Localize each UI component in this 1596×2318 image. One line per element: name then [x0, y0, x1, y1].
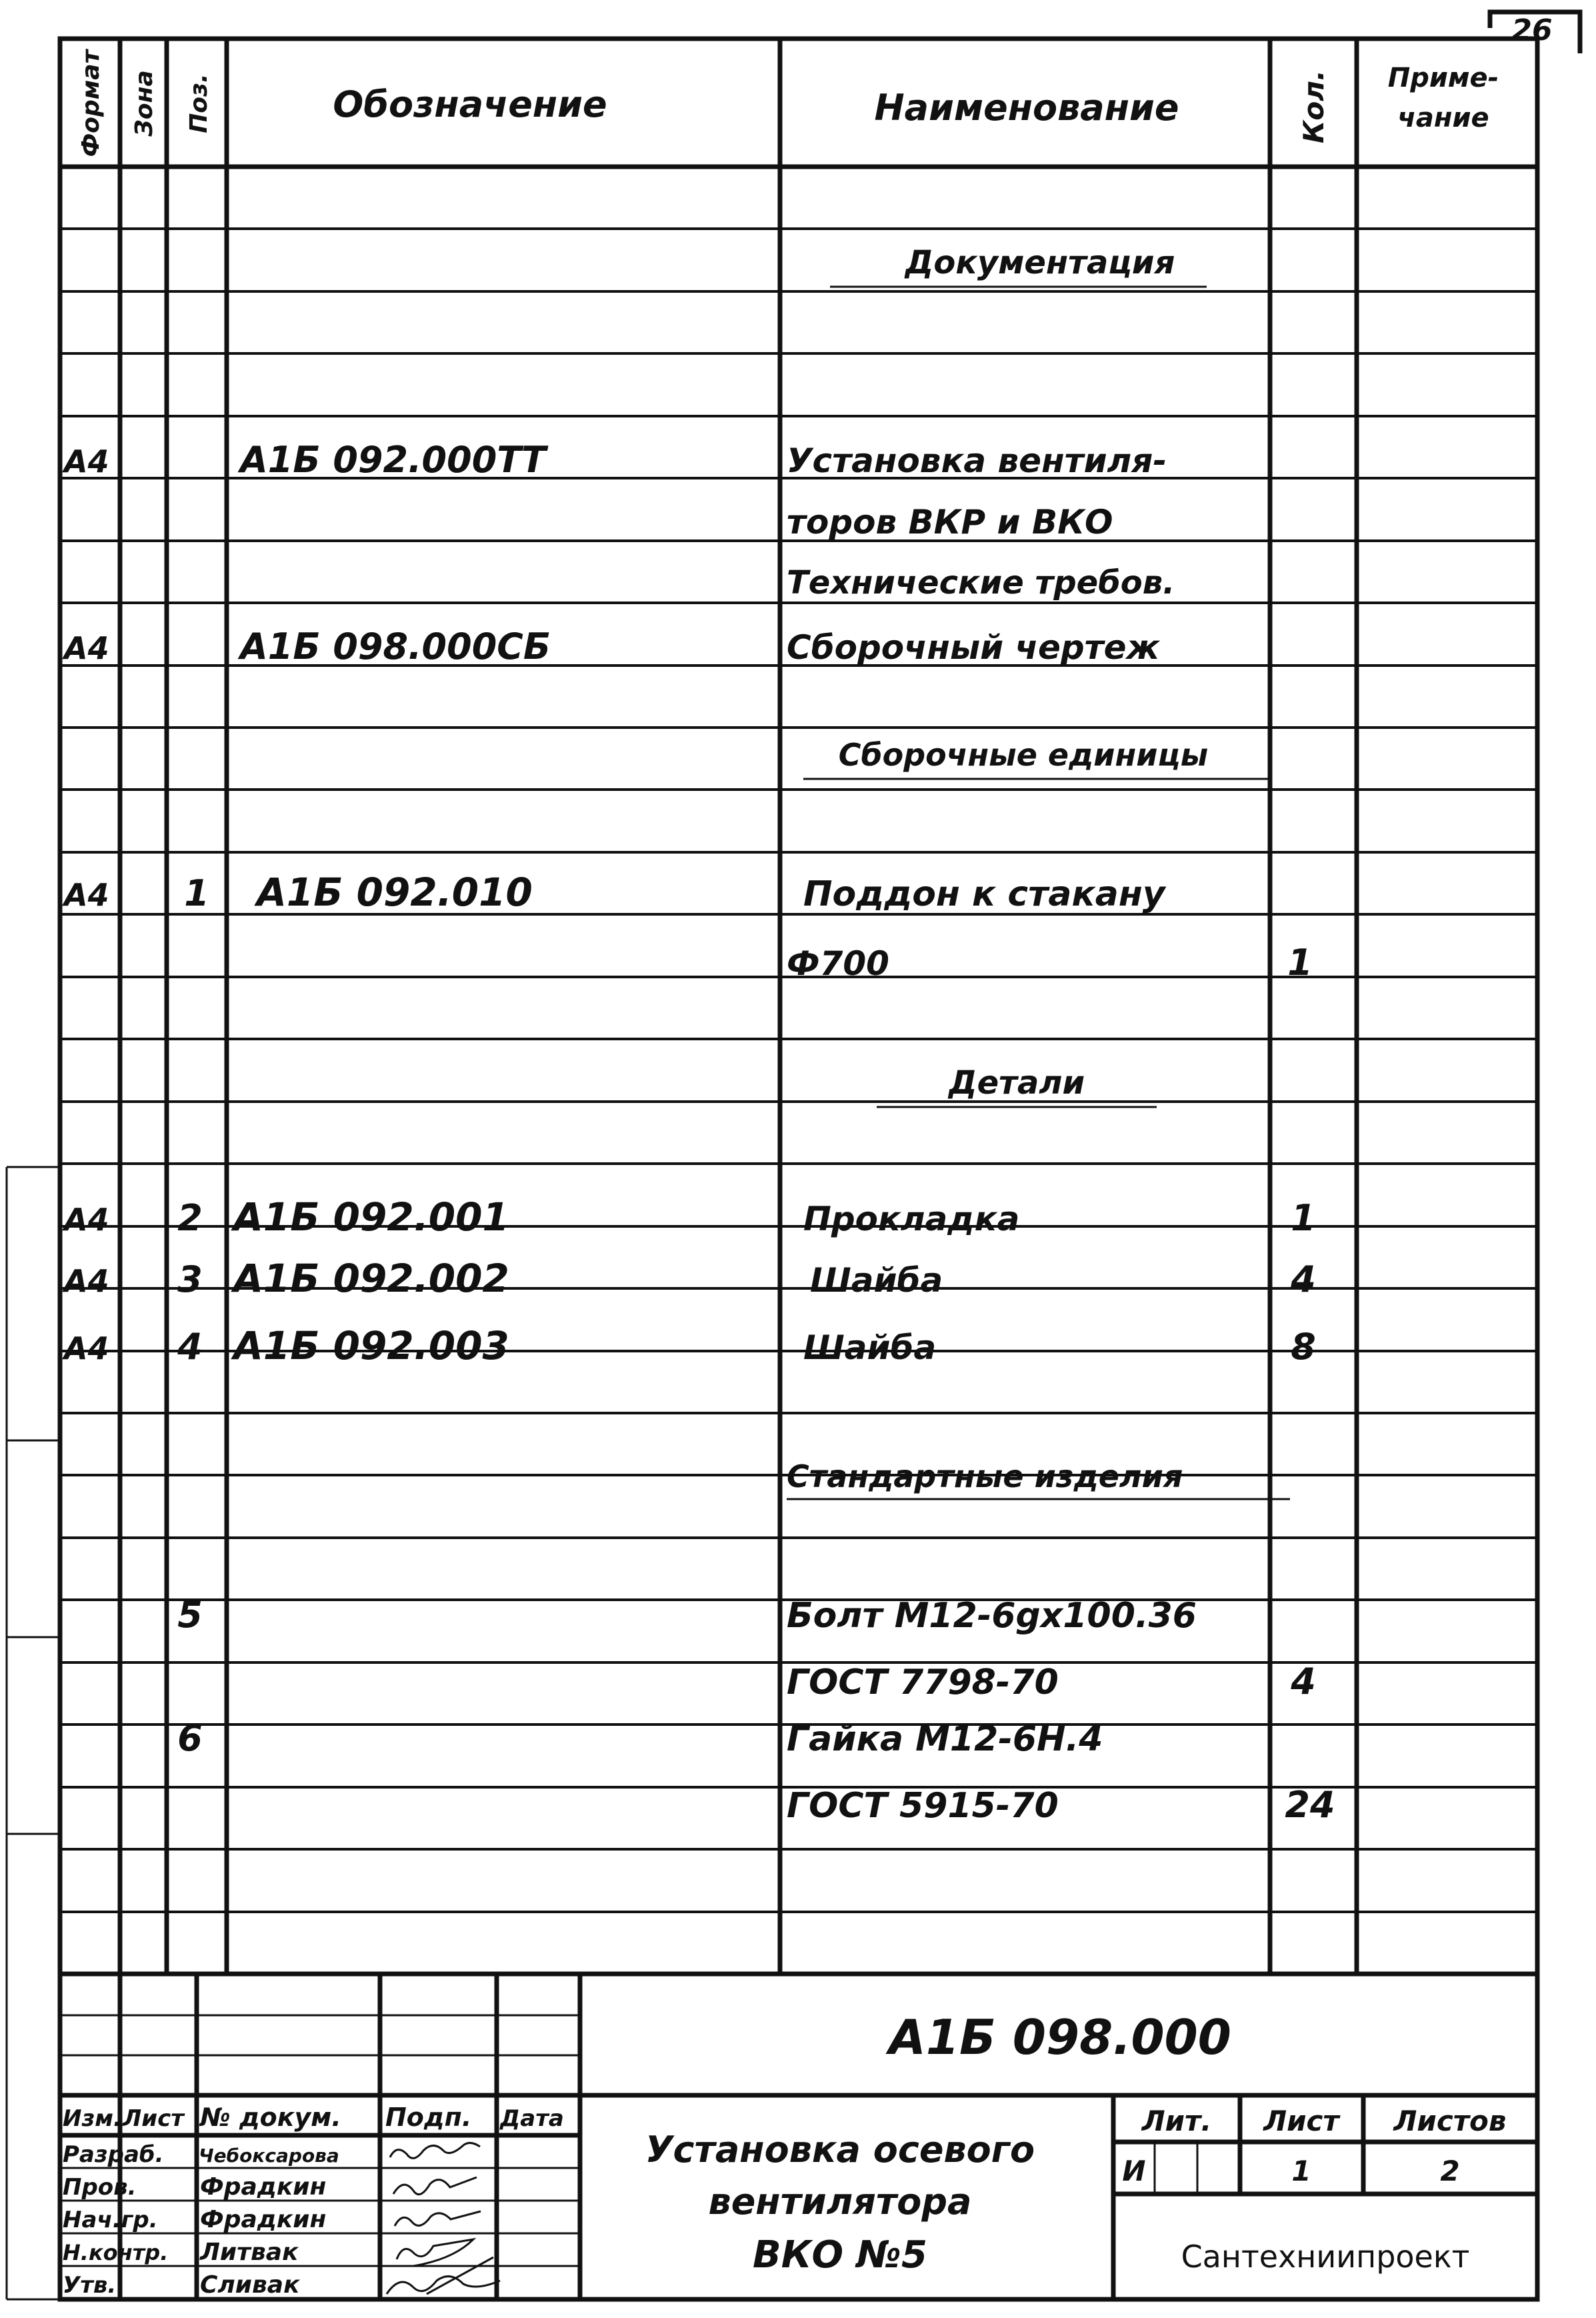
row-format: А4 — [64, 1202, 109, 1238]
section-title-parts: Детали — [948, 1064, 1085, 1102]
title-block — [60, 1974, 1537, 2299]
row-pos: 4 — [177, 1326, 203, 1368]
row-name: Шайба — [810, 1261, 943, 1300]
row-designation: А1Б 092.000ТТ — [240, 439, 546, 481]
row-name: ГОСТ 7798-70 — [787, 1662, 1059, 1702]
row-pos: 3 — [177, 1258, 203, 1300]
role-developer: Разраб. — [63, 2141, 164, 2168]
row-name: Ф700 — [787, 944, 889, 983]
row-format: А4 — [64, 1330, 109, 1366]
lit-label: Лит. — [1141, 2105, 1212, 2137]
row-designation: А1Б 098.000СБ — [240, 626, 551, 668]
row-qty: 4 — [1291, 1258, 1316, 1300]
col-header-sign: Подп. — [385, 2103, 472, 2132]
organization-name: Сантехниипроект — [1181, 2239, 1470, 2275]
header-note-line2: чание — [1397, 103, 1489, 133]
row-designation: А1Б 092.002 — [233, 1256, 509, 1301]
person-norm-control: Литвак — [200, 2239, 299, 2266]
title-line-1: Установка осевого — [645, 2129, 1035, 2171]
row-qty: 8 — [1291, 1326, 1316, 1368]
row-qty: 4 — [1291, 1660, 1316, 1702]
col-header-list: Лист — [123, 2105, 184, 2132]
row-designation: А1Б 092.003 — [233, 1323, 509, 1368]
person-group-head: Фрадкин — [200, 2206, 327, 2233]
col-header-doc-no: № докум. — [200, 2103, 341, 2132]
table-rows — [62, 244, 1335, 1826]
section-title-standard-items: Стандартные изделия — [787, 1458, 1183, 1494]
lit-value: И — [1122, 2155, 1146, 2187]
title-line-3: ВКО №5 — [753, 2233, 927, 2277]
sheet-number: 26 — [1511, 13, 1553, 47]
role-group-head: Нач.гр. — [63, 2207, 158, 2233]
row-format: А4 — [64, 877, 109, 913]
title-line-2: вентилятора — [708, 2181, 972, 2223]
row-designation: А1Б 092.001 — [233, 1194, 509, 1240]
row-format: А4 — [64, 1263, 109, 1299]
row-lines — [60, 229, 1537, 1912]
role-checker: Пров. — [63, 2174, 137, 2201]
header-designation: Обозначение — [333, 83, 607, 125]
column-headers — [77, 48, 1499, 157]
section-title-documentation: Документация — [905, 244, 1175, 281]
row-name: Болт М12-6gх100.36 — [787, 1596, 1197, 1636]
document-code: А1Б 098.000 — [889, 2009, 1231, 2065]
row-qty: 24 — [1285, 1784, 1335, 1826]
person-approver: Сливак — [200, 2271, 300, 2299]
header-pos: Поз. — [185, 73, 213, 133]
person-developer: Чебоксарова — [199, 2145, 339, 2167]
section-title-assembly-units: Сборочные единицы — [838, 737, 1209, 773]
header-format: Формат — [77, 49, 105, 157]
header-name: Наименование — [874, 87, 1179, 129]
row-format: А4 — [64, 630, 109, 666]
header-zone: Зона — [131, 70, 158, 137]
row-qty: 1 — [1291, 1197, 1316, 1239]
sheet-value: 1 — [1291, 2155, 1311, 2187]
header-note-line1: Приме- — [1387, 63, 1499, 93]
sheets-value: 2 — [1440, 2155, 1460, 2187]
row-designation: А1Б 092.010 — [257, 870, 533, 915]
sheets-label: Листов — [1393, 2105, 1507, 2137]
binding-margin — [7, 1167, 60, 2299]
col-header-date: Дата — [500, 2105, 564, 2132]
person-checker: Фрадкин — [200, 2173, 327, 2201]
row-format: А4 — [64, 443, 109, 479]
signatures — [387, 2143, 500, 2294]
row-name: Шайба — [803, 1328, 937, 1367]
header-qty: Кол. — [1297, 70, 1330, 143]
row-pos: 6 — [177, 1717, 203, 1759]
role-norm-control: Н.контр. — [63, 2240, 169, 2265]
row-name: торов ВКР и ВКО — [787, 503, 1113, 541]
row-name: Прокладка — [803, 1200, 1020, 1238]
row-name: Установка вентиля- — [787, 441, 1167, 480]
row-name: Технические требов. — [787, 564, 1175, 602]
row-name: ГОСТ 5915-70 — [787, 1786, 1059, 1826]
row-pos: 2 — [177, 1197, 203, 1239]
row-pos: 5 — [177, 1594, 203, 1636]
row-pos: 1 — [184, 872, 209, 914]
row-qty: 1 — [1287, 942, 1313, 984]
col-header-izm: Изм. — [63, 2105, 122, 2132]
sheet-label: Лист — [1263, 2105, 1339, 2137]
row-name: Сборочный чертеж — [787, 628, 1160, 667]
row-name: Поддон к стакану — [803, 874, 1165, 914]
outer-frame — [60, 39, 1537, 2299]
row-name: Гайка М12-6Н.4 — [787, 1719, 1103, 1759]
role-approver: Утв. — [63, 2272, 117, 2299]
